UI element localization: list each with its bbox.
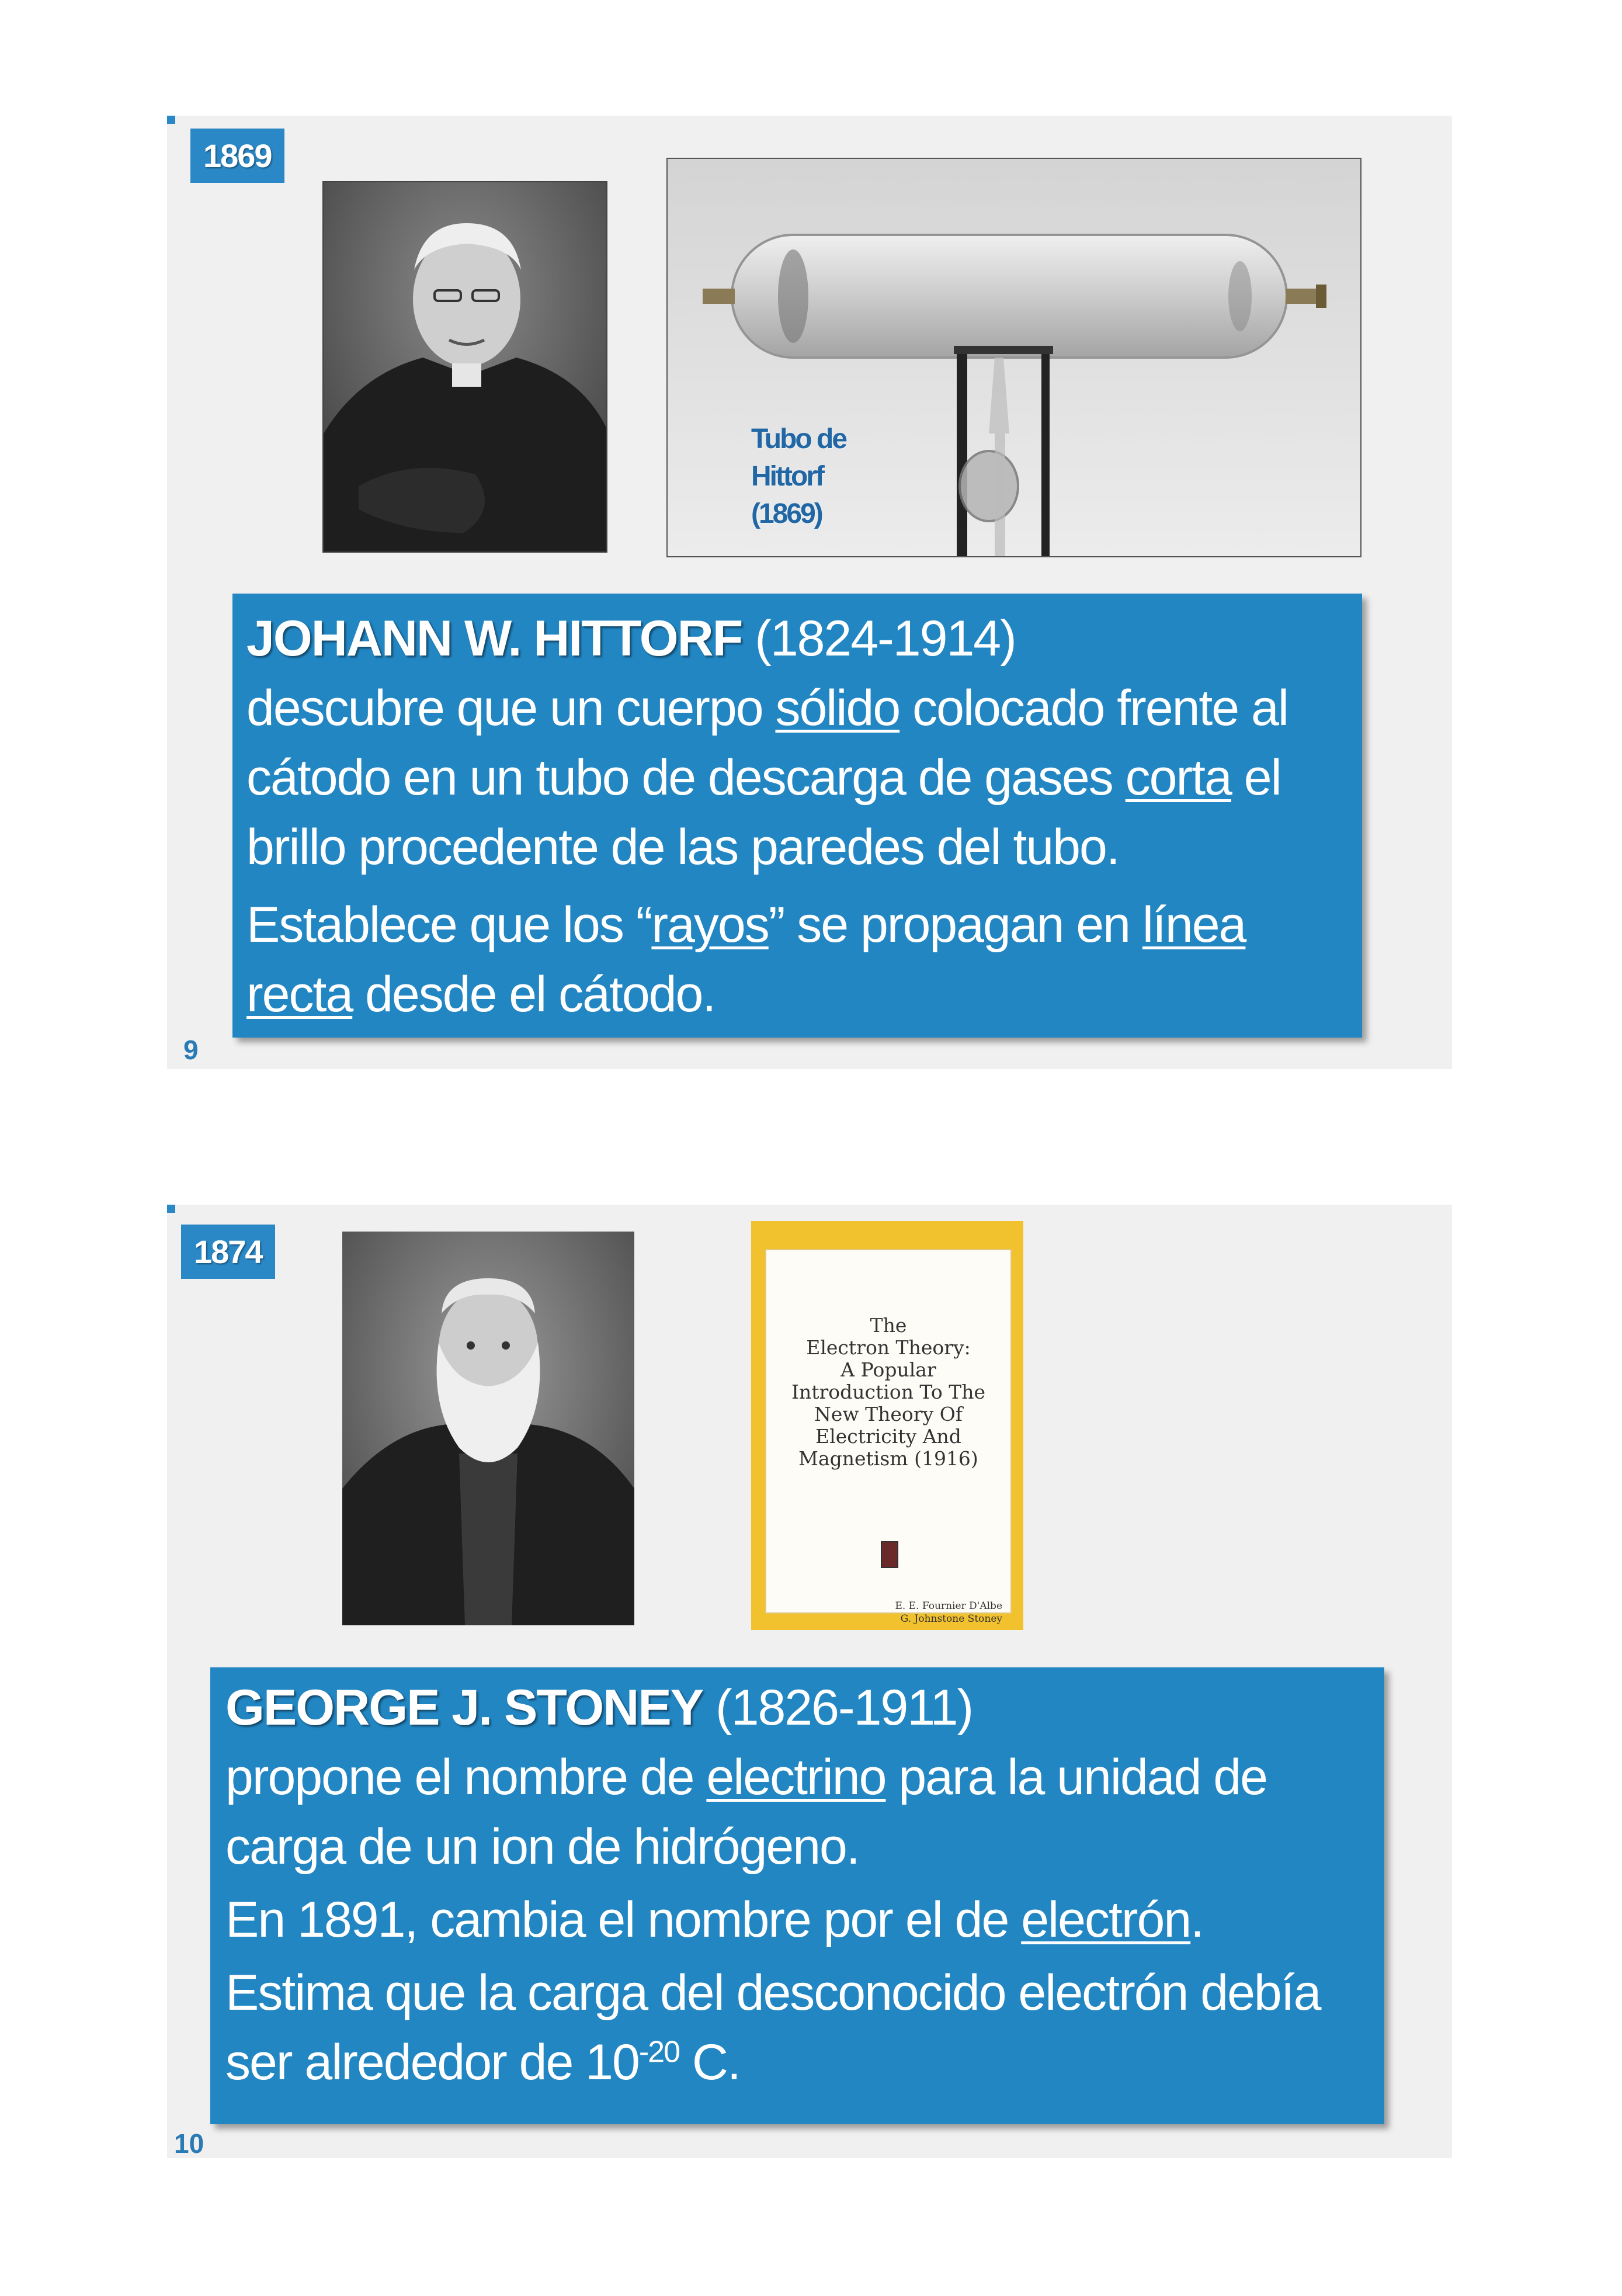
book-title-line: Introduction To The	[791, 1381, 986, 1403]
hittorf-description-box	[232, 594, 1362, 1038]
book-title-line: Electron Theory:	[806, 1336, 971, 1359]
slide-number: 10	[174, 2128, 204, 2159]
underlined-term: electrino	[706, 1749, 886, 1805]
underlined-term: corta	[1125, 750, 1231, 806]
book-title-line: New Theory Of	[814, 1403, 963, 1426]
text-run: propone el nombre de	[225, 1749, 707, 1805]
paragraph-1	[225, 1743, 1370, 1882]
tube-caption-line: Tubo de	[751, 424, 846, 455]
text-run: descubre que un cuerpo	[246, 680, 776, 736]
tube-caption	[751, 421, 868, 533]
publisher-logo	[881, 1541, 898, 1568]
text-run: Estima que la carga del desconocido electrón debía ser alrededor de 10	[225, 1965, 1321, 2090]
text-run: C.	[679, 2034, 740, 2090]
book-title	[766, 1315, 1010, 1470]
book-authors	[827, 1600, 1002, 1625]
book-title-line: Electricity And	[815, 1425, 961, 1448]
slide-9	[167, 116, 1452, 1069]
text-run: colocado frente al cátodo en un tubo de descarga de gases	[246, 680, 1288, 806]
text-run: En 1891, cambia el nombre por el de	[225, 1892, 1022, 1948]
book-title-line: Magnetism (1916)	[798, 1447, 978, 1470]
book-title-line: A Popular	[840, 1358, 936, 1381]
scientist-dates: (1824-1914)	[742, 611, 1016, 667]
exponent: -20	[638, 2035, 679, 2069]
year-badge: 1869	[190, 129, 284, 183]
book-title-line: The	[870, 1314, 907, 1337]
book-author: G. Johnstone Stoney	[900, 1613, 1002, 1625]
book-cover	[751, 1221, 1023, 1630]
scientist-dates: (1826-1911)	[703, 1680, 973, 1736]
text-run: ” se propagan en	[768, 897, 1142, 953]
underlined-term: electrón	[1021, 1892, 1191, 1948]
scientist-heading	[246, 604, 1348, 674]
paragraph-3	[225, 1958, 1370, 2097]
paragraph-1	[246, 674, 1348, 882]
paragraph-2	[246, 890, 1348, 1029]
book-cover-panel	[765, 1249, 1012, 1625]
tube-caption-line: Hittorf	[751, 461, 823, 492]
stoney-portrait	[342, 1232, 634, 1625]
slide-10	[167, 1205, 1452, 2158]
slide-marker	[167, 1205, 175, 1213]
scientist-name: GEORGE J. STONEY	[225, 1680, 703, 1736]
text-run: Establece que los “	[246, 897, 652, 953]
text-run: desde el cátodo.	[352, 966, 716, 1022]
book-author: E. E. Fournier D'Albe	[895, 1600, 1002, 1612]
text-run: el brillo procedente de las paredes del tubo.	[246, 750, 1281, 875]
underlined-term: rayos	[651, 897, 769, 953]
paragraph-2	[225, 1885, 1370, 1955]
year-badge: 1874	[181, 1225, 275, 1279]
hittorf-portrait	[322, 181, 607, 553]
slide-marker	[167, 116, 175, 124]
slide-number: 9	[183, 1035, 199, 1065]
text-run: para la unidad de carga de un ion de hidrógeno.	[225, 1749, 1267, 1875]
scientist-heading	[225, 1673, 1370, 1743]
underlined-term: sólido	[775, 680, 900, 736]
text-run: .	[1190, 1892, 1204, 1948]
stoney-description-box	[210, 1667, 1384, 2124]
scientist-name: JOHANN W. HITTORF	[246, 611, 742, 667]
tube-caption-line: (1869)	[751, 498, 822, 529]
underlined-term: línea recta	[246, 897, 1246, 1022]
